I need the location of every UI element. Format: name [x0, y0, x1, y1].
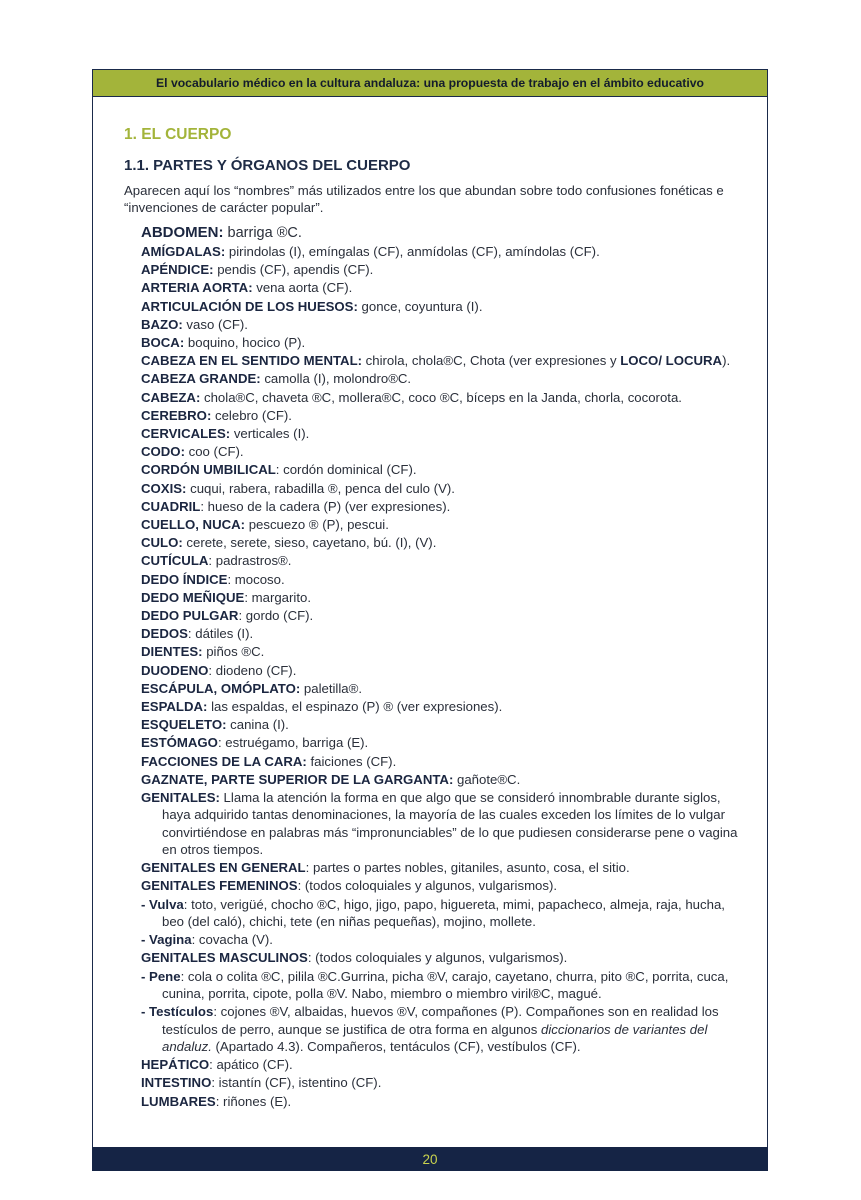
entry-definition: : covacha (V). [191, 932, 273, 948]
entry-definition: : toto, verigüé, chocho ®C, higo, jigo, papo, higuereta, mimi, papacheco, almeja, raja, hucha, beo (del caló), chichi, tete (en niñas pequeñas), mojino, mollete. [162, 896, 725, 929]
entry-definition: coo (CF). [184, 444, 244, 460]
entry-term: ESQUELETO: [141, 717, 227, 733]
entry-term: CABEZA EN EL SENTIDO MENTAL: [141, 353, 363, 369]
entry-term: DEDO MEÑIQUE [141, 589, 245, 605]
entry-definition: : cola o colita ®C, pilila ®C.Gurrina, picha ®V, carajo, cayetano, churra, pito ®C, porrita, cuca, cunina, porrita, cipote, polla ®V. Nabo, miembro o miembro viril®C, magué. [162, 968, 729, 1001]
entry-term: CEREBRO: [141, 407, 212, 423]
glossary-entry [141, 680, 745, 698]
entry-term: CABEZA GRANDE: [141, 371, 261, 387]
entry-definition: : gordo (CF). [238, 608, 314, 624]
running-header [92, 69, 768, 97]
entry-definition: canina (I). [226, 717, 289, 733]
entry-term: GENITALES EN GENERAL [141, 860, 306, 876]
glossary-entry [141, 534, 745, 552]
entry-definition: boquino, hocico (P). [184, 335, 306, 351]
glossary-entry [141, 877, 745, 895]
entry-definition-end: (Apartado 4.3). Compañeros, tentáculos (CF), vestíbulos (CF). [211, 1038, 581, 1054]
entry-term: GENITALES: [141, 790, 220, 806]
entry-term: HEPÁTICO [141, 1057, 210, 1073]
entry-definition: verticales (I). [230, 426, 310, 442]
entry-term: CORDÓN UMBILICAL [141, 462, 276, 478]
entry-definition: gonce, coyuntura (I). [357, 298, 483, 314]
entry-term: CABEZA: [141, 389, 201, 405]
glossary-entry [141, 949, 745, 967]
entry-definition: cuqui, rabera, rabadilla ®, penca del culo (V). [186, 480, 455, 496]
entry-definition: : dátiles (I). [187, 626, 254, 642]
entry-term: ESPALDA: [141, 699, 208, 715]
entry-definition: : estruégamo, barriga (E). [217, 735, 369, 751]
intro-paragraph: Aparecen aquí los “nombres” más utilizados entre los que abundan sobre todo confusiones fonéticas e “invenciones de carácter popular”. [124, 183, 724, 215]
entry-definition-end: ). [722, 353, 731, 369]
running-title: El vocabulario médico en la cultura andaluza: una propuesta de trabajo en el ámbito educativo [156, 76, 704, 90]
entry-definition: las espaldas, el espinazo (P) ® (ver expresiones). [207, 699, 503, 715]
entry-definition: : hueso de la cadera (P) (ver expresiones). [200, 498, 451, 514]
entry-definition: : padrastros®. [208, 553, 292, 569]
section-title: 1. EL CUERPO [124, 126, 232, 143]
entry-term: CUTÍCULA [141, 553, 209, 569]
glossary-entry [141, 480, 745, 498]
glossary-entry [141, 931, 745, 949]
entry-term: GENITALES FEMENINOS [141, 878, 298, 894]
entry-term: ESCÁPULA, OMÓPLATO: [141, 680, 301, 696]
entry-term: CUELLO, NUCA: [141, 517, 246, 533]
glossary-entry [141, 753, 745, 771]
entry-definition: : diodeno (CF). [208, 662, 297, 678]
glossary-entry [141, 607, 745, 625]
entry-italic-reference: diccionarios de variantes del andaluz. [162, 1021, 708, 1054]
entry-term: GAZNATE, PARTE SUPERIOR DE LA GARGANTA: [141, 771, 454, 787]
glossary-entry [141, 407, 745, 425]
entry-definition: Llama la atención la forma en que algo que se consideró innombrable durante siglos, haya adquirido tantas denominaciones, la mayoría de las cuales exceden los límites de lo vulgar convirtiéndose en palabras más “impronunciables” de lo que pudiesen considerarse pene o vagina en otros tiempos. [162, 790, 738, 857]
entry-term: ARTERIA AORTA: [141, 280, 253, 296]
glossary-entry [141, 552, 745, 570]
entry-term: CODO: [141, 444, 185, 460]
entry-definition: vena aorta (CF). [252, 280, 353, 296]
subsection-title: 1.1. PARTES Y ÓRGANOS DEL CUERPO [124, 157, 411, 174]
entry-definition: pescuezo ® (P), pescui. [245, 517, 389, 533]
entry-term: FACCIONES DE LA CARA: [141, 753, 307, 769]
entry-term: DEDOS [141, 626, 188, 642]
glossary-entry [141, 859, 745, 877]
entry-term: - Vagina [141, 932, 192, 948]
glossary-entry [141, 968, 745, 1003]
entry-definition: cerete, serete, sieso, cayetano, bú. (I), (V). [182, 535, 437, 551]
page-number: 20 [422, 1151, 438, 1167]
glossary-entry [141, 589, 745, 607]
entry-definition: piños ®C. [202, 644, 265, 660]
entry-term: CUADRIL [141, 498, 201, 514]
entry-definition: : partes o partes nobles, gitaniles, asunto, cosa, el sitio. [305, 860, 630, 876]
glossary-entry [141, 389, 745, 407]
entry-term: - Vulva [141, 896, 184, 912]
entry-term: ARTICULACIÓN DE LOS HUESOS: [141, 298, 358, 314]
glossary-entry [141, 789, 745, 858]
glossary-entry [141, 1056, 745, 1074]
glossary-entry [141, 223, 745, 243]
entry-definition: chirola, chola®C, Chota (ver expresiones y [362, 353, 621, 369]
entry-definition: : cojones ®V, albaidas, huevos ®V, compañones (P). Compañones son en realidad los testículos de perro, aunque se justifica de otra forma en algunos [162, 1004, 719, 1037]
entry-term: BAZO: [141, 316, 183, 332]
glossary-entry [141, 896, 745, 931]
entry-definition: paletilla®. [300, 680, 362, 696]
glossary-entry [141, 498, 745, 516]
entry-term: CULO: [141, 535, 183, 551]
glossary-entry [141, 1093, 745, 1111]
entry-term: DEDO ÍNDICE [141, 571, 228, 587]
entry-definition: gañote®C. [453, 771, 521, 787]
entry-term: BOCA: [141, 335, 185, 351]
entry-definition: vaso (CF). [182, 316, 248, 332]
entry-term: AMÍGDALAS: [141, 244, 226, 259]
glossary-entry [141, 698, 745, 716]
entry-definition: camolla (I), molondro®C. [260, 371, 412, 387]
entry-definition: : istantín (CF), istentino (CF). [211, 1075, 382, 1091]
entry-term: DIENTES: [141, 644, 203, 660]
entry-definition: pirindolas (I), emíngalas (CF), anmídolas (CF), amíndolas (CF). [225, 244, 600, 259]
entry-term: - Testículos [141, 1004, 214, 1020]
entry-term: DUODENO [141, 662, 209, 678]
entry-definition: chola®C, chaveta ®C, mollera®C, coco ®C, bíceps en la Janda, chorla, cocorota. [200, 389, 682, 405]
entry-term: CERVICALES: [141, 426, 231, 442]
glossary-entry [141, 716, 745, 734]
glossary-entry [141, 316, 745, 334]
entry-definition: : margarito. [244, 589, 312, 605]
entry-definition: barriga ®C. [223, 225, 302, 241]
glossary-entry [141, 771, 745, 789]
entry-term: APÉNDICE: [141, 262, 214, 278]
glossary-entry [141, 1074, 745, 1092]
entry-definition: : mocoso. [227, 571, 285, 587]
entry-term: LUMBARES [141, 1093, 216, 1109]
entry-term: ESTÓMAGO [141, 735, 218, 751]
glossary-entry [141, 298, 745, 316]
glossary-entry [141, 334, 745, 352]
glossary-list [141, 223, 745, 1111]
entry-term: INTESTINO [141, 1075, 212, 1091]
entry-definition: : (todos coloquiales y algunos, vulgarismos). [297, 878, 558, 894]
glossary-entry [141, 625, 745, 643]
glossary-entry [141, 261, 745, 279]
glossary-entry [141, 571, 745, 589]
entry-term: ABDOMEN: [141, 224, 224, 241]
entry-definition: faiciones (CF). [306, 753, 397, 769]
glossary-entry [141, 425, 745, 443]
glossary-entry [141, 1003, 745, 1055]
glossary-entry [141, 243, 745, 261]
glossary-entry [141, 352, 745, 370]
glossary-entry [141, 370, 745, 388]
entry-definition: pendis (CF), apendis (CF). [213, 262, 374, 278]
entry-definition: : apático (CF). [209, 1057, 293, 1073]
page-footer [92, 1147, 768, 1171]
entry-definition: : riñones (E). [215, 1093, 292, 1109]
glossary-entry [141, 443, 745, 461]
glossary-entry [141, 461, 745, 479]
glossary-entry [141, 516, 745, 534]
glossary-entry [141, 643, 745, 661]
entry-term: DEDO PULGAR [141, 608, 239, 624]
entry-term: COXIS: [141, 480, 187, 496]
entry-definition: : (todos coloquiales y algunos, vulgarismos). [307, 950, 568, 966]
glossary-entry [141, 279, 745, 297]
entry-term: GENITALES MASCULINOS [141, 950, 308, 966]
entry-definition: celebro (CF). [211, 407, 292, 423]
entry-definition: : cordón dominical (CF). [275, 462, 417, 478]
entry-term: - Pene [141, 968, 181, 984]
glossary-entry [141, 662, 745, 680]
entry-cross-reference: LOCO/ LOCURA [620, 353, 723, 369]
glossary-entry [141, 734, 745, 752]
